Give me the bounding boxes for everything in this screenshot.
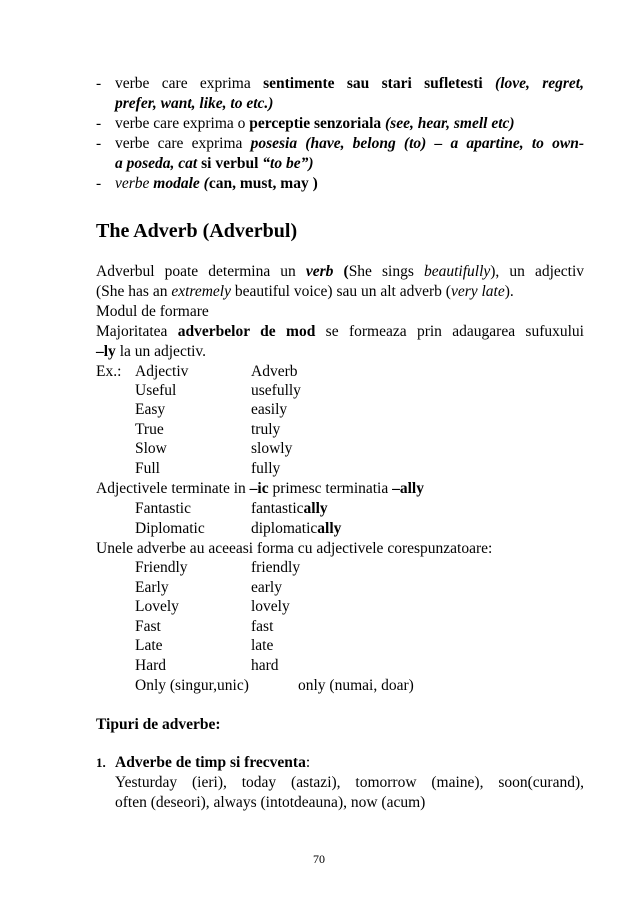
- page-number: 70: [313, 852, 325, 866]
- bullet-dash: -: [96, 75, 102, 92]
- bullet-text: verbe care exprima posesia (have, belong (to) – a apartine, to own-: [115, 135, 584, 152]
- bullet-text: verbe care exprima o perceptie senzoriala (see, hear, smell etc): [115, 115, 515, 132]
- bullet-text: verbe care exprima sentimente sau stari sufletesti (love, regret,: [115, 75, 584, 92]
- item-number: 1.: [96, 755, 106, 770]
- column-header: Adverb: [251, 363, 298, 380]
- bullet-text: verbe modale (can, must, may ): [115, 175, 318, 192]
- section-heading: The Adverb (Adverbul): [96, 220, 298, 242]
- column-header: Adjectiv: [135, 363, 189, 380]
- document-page: - verbe care exprima sentimente sau stari sufletesti (love, regret, prefer, want, like, to etc.) - verbe care exprima o perceptie senzoriala (see, hear, smell etc) - verbe care exprima posesia (have, belong (to) – a apartine, to own- a poseda, cat si verbul “to be”) - verbe modale (can, must, may ) The Adverb (Adverbul) Adverbul poate determina un verb (She sings beautifully), un adjectiv (She has an extremely beautiful voice) sau un alt adverb (very late). Modul de formare Majoritatea adverbelor de mod se formeaza prin adaugarea sufuxului –ly la un adjectiv. Ex.: Adjectiv Adverb Useful usefully Easy easily True truly Slow slowly Full fully Adjectivele terminate in –ic primesc terminatia –ally Fantastic fantastically Diplomatic diplomatically Unele adverbe au aceeasi forma cu adjectivele corespunzatoare: Friendly friendly Early early Lovely lovely Fast fast Late late Hard hard Only (singur,unic) only (numai, doar) Tipuri de adverbe: 1. Adverbe de timp si frecventa: Yesturday (ieri), today (astazi), tomorrow (maine), soon(curand), often (deseori), always (intotdeauna), now (acum) 70: [0, 0, 638, 903]
- example-prefix: Ex.:: [96, 363, 122, 380]
